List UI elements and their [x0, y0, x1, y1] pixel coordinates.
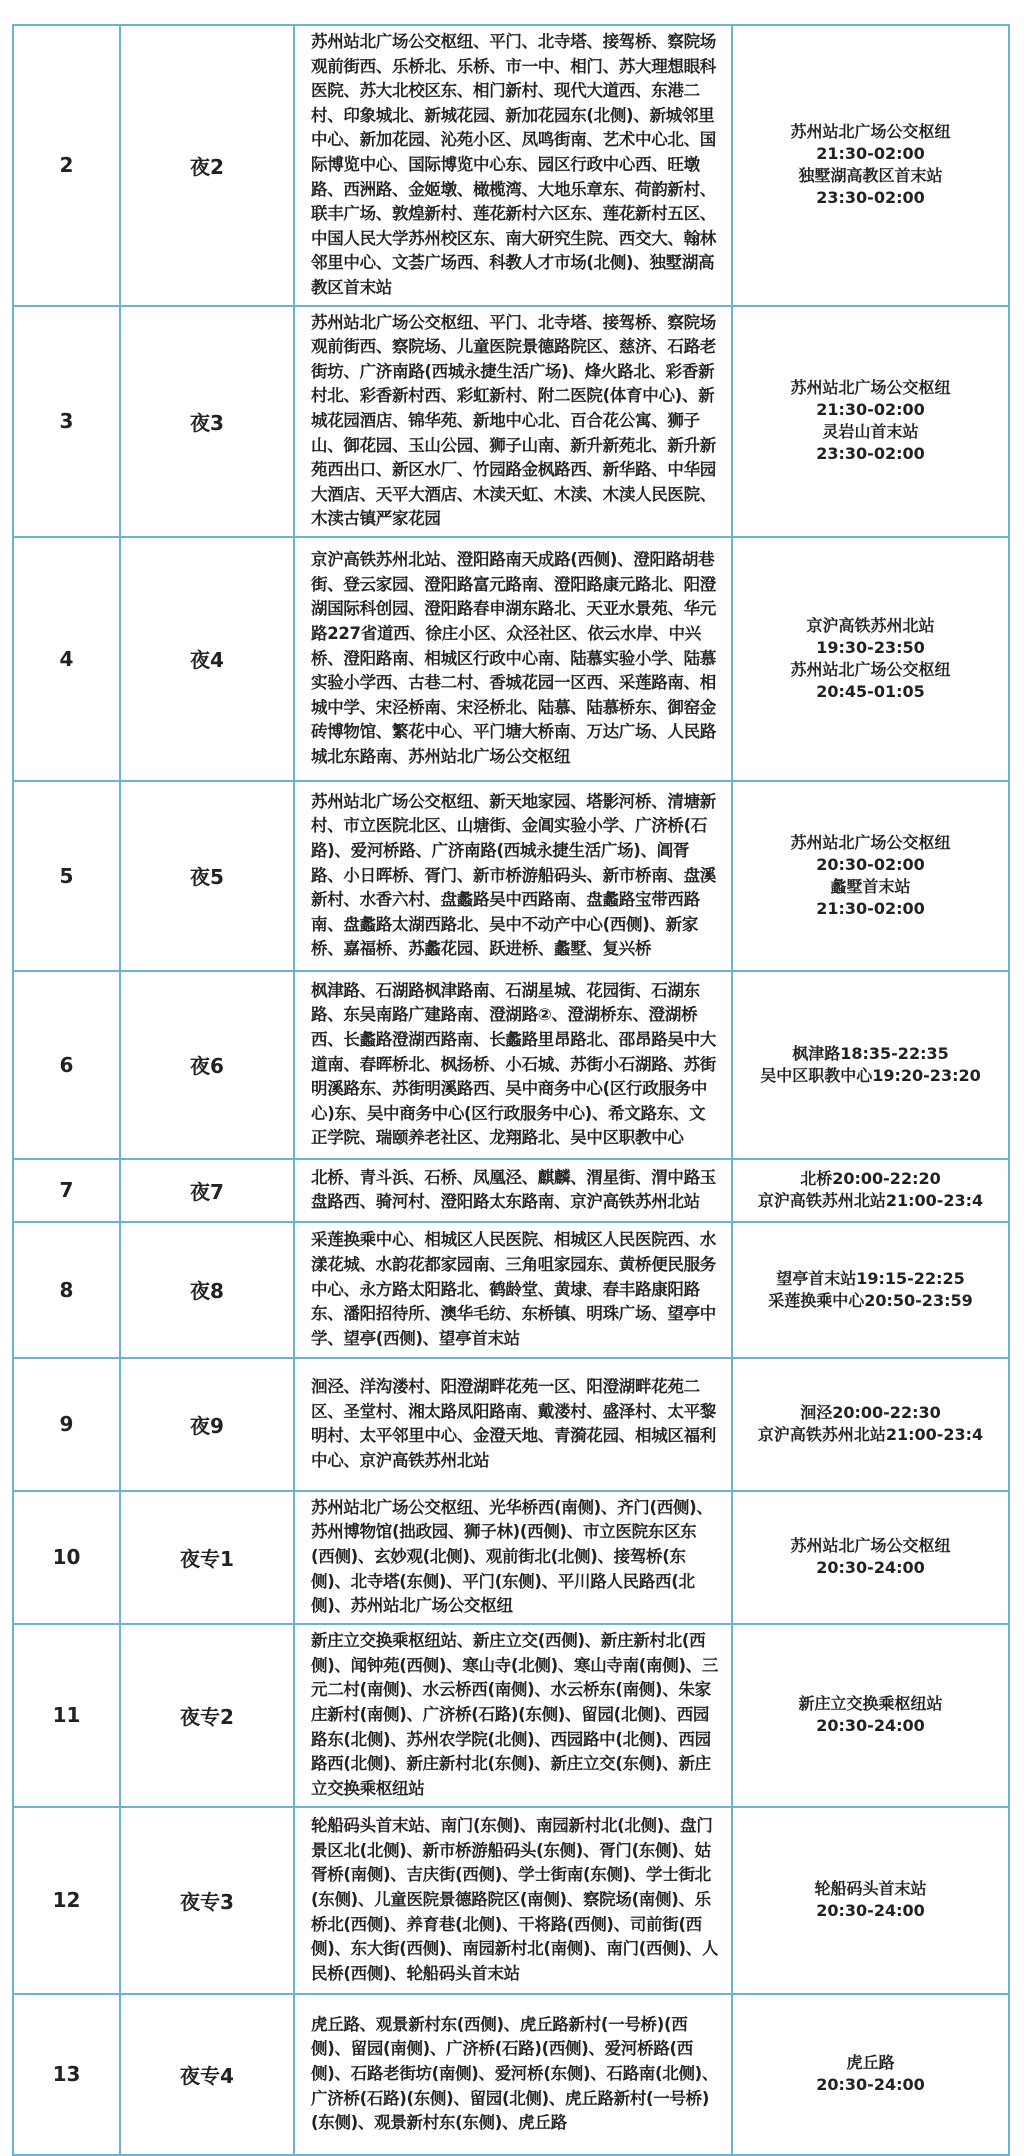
- time-line: 苏州站北广场公交枢纽: [790, 378, 951, 398]
- time-line: 20:45-01:05: [816, 681, 925, 701]
- row-number: 8: [13, 1222, 120, 1358]
- route-stops: 北桥、青斗浜、石桥、凤凰泾、麒麟、渭星街、渭中路玉盘路西、骑河村、澄阳路太东路南、京沪高铁苏州北站: [294, 1159, 732, 1222]
- time-line: 19:30-23:50: [816, 637, 925, 657]
- time-line: 20:30-24:00: [816, 1716, 925, 1736]
- table-row: [13, 1994, 1009, 2155]
- operating-times: [732, 537, 1009, 781]
- route-name: 夜8: [120, 1222, 294, 1358]
- route-stops: 新庄立交换乘枢纽站、新庄立交(西侧)、新庄新村北(西侧)、闻钟苑(西侧)、寒山寺(北侧)、寒山寺南(南侧)、三元二村(南侧)、水云桥西(南侧)、水云桥东(南侧)、朱家庄新村(南侧)、广济桥(石路)(东侧)、留园(北侧)、西园路东(北侧)、苏州农学院(北侧)、西园路中(北侧)、西园路西(北侧)、新庄新村北(东侧)、新庄立交(东侧)、新庄立交换乘枢纽站: [294, 1624, 732, 1807]
- time-line: 洄泾20:00-22:30: [800, 1403, 941, 1423]
- route-table-body: [13, 25, 1009, 2155]
- operating-times: [732, 1491, 1009, 1624]
- table-row: [13, 1491, 1009, 1624]
- table-row: [13, 1807, 1009, 1994]
- time-line: 23:30-02:00: [816, 188, 925, 208]
- time-line: 23:30-02:00: [816, 444, 925, 464]
- table-row: [13, 1358, 1009, 1491]
- time-line: 20:30-24:00: [816, 2075, 925, 2095]
- time-line: 北桥20:00-22:20: [800, 1169, 941, 1189]
- time-line: 蠡墅首末站: [830, 876, 911, 896]
- time-line: 京沪高铁苏州北站21:00-23:4: [757, 1191, 984, 1211]
- time-line: 采莲换乘中心20:50-23:59: [768, 1290, 973, 1310]
- time-line: 21:30-02:00: [816, 144, 925, 164]
- route-stops: 虎丘路、观景新村东(西侧)、虎丘路新村(一号桥)(西侧)、留园(南侧)、广济桥(石路)(西侧)、爱河桥路(西侧)、石路老街坊(南侧)、爱河桥(东侧)、石路南(北侧)、广济桥(石路)(东侧)、留园(北侧)、虎丘路新村(一号桥)(东侧)、观景新村东(东侧)、虎丘路: [294, 1994, 732, 2155]
- operating-times: [732, 1624, 1009, 1807]
- row-number: 5: [13, 781, 120, 971]
- route-stops: 苏州站北广场公交枢纽、光华桥西(南侧)、齐门(西侧)、苏州博物馆(拙政园、狮子林)(西侧)、市立医院东区东(西侧)、玄妙观(北侧)、观前街北(北侧)、接驾桥(东侧)、北寺塔(东侧)、平门(东侧)、平川路人民路西(北侧)、苏州站北广场公交枢纽: [294, 1491, 732, 1624]
- table-row: [13, 25, 1009, 306]
- time-line: 苏州站北广场公交枢纽: [790, 832, 951, 852]
- route-name: 夜2: [120, 25, 294, 306]
- time-line: 京沪高铁苏州北站: [806, 615, 935, 635]
- route-stops: 洄泾、洋沟溇村、阳澄湖畔花苑一区、阳澄湖畔花苑二区、圣堂村、湘太路凤阳路南、戴溇村、盛泽村、太平黎明村、太平邻里中心、金澄天地、青漪花园、相城区福利中心、京沪高铁苏州北站: [294, 1358, 732, 1491]
- operating-times: [732, 781, 1009, 971]
- route-stops: 轮船码头首末站、南门(东侧)、南园新村北(北侧)、盘门景区北(北侧)、新市桥游船码头(东侧)、胥门(东侧)、姑胥桥(南侧)、吉庆街(西侧)、学士街南(东侧)、学士街北(东侧)、儿童医院景德路院区(南侧)、察院场(南侧)、乐桥北(西侧)、养育巷(北侧)、干将路(西侧)、司前街(西侧)、东大街(西侧)、南园新村北(南侧)、南门(西侧)、人民桥(西侧)、轮船码头首末站: [294, 1807, 732, 1994]
- row-number: 11: [13, 1624, 120, 1807]
- time-line: 苏州站北广场公交枢纽: [790, 1536, 951, 1556]
- time-line: 苏州站北广场公交枢纽: [790, 659, 951, 679]
- route-stops: 采莲换乘中心、相城区人民医院、相城区人民医院西、水漾花城、水韵花都家园南、三角咀家园东、黄桥便民服务中心、永方路太阳路北、鹤龄堂、黄埭、春丰路康阳路东、潘阳招待所、澳华毛纺、东桥镇、明珠广场、望亭中学、望亭(西侧)、望亭首末站: [294, 1222, 732, 1358]
- route-stops: 京沪高铁苏州北站、澄阳路南天成路(西侧)、澄阳路胡巷街、登云家园、澄阳路富元路南、澄阳路康元路北、阳澄湖国际科创园、澄阳路春申湖东路北、天亚水景苑、华元路227省道西、徐庄小区、众泾社区、依云水岸、中兴桥、澄阳路南、相城区行政中心南、陆慕实验小学、陆慕实验小学西、古巷二村、香城花园一区西、采莲路南、相城中学、宋泾桥南、宋泾桥北、陆慕、陆慕桥东、御窑金砖博物馆、繁花中心、平门塘大桥南、万达广场、人民路城北东路南、苏州站北广场公交枢纽: [294, 537, 732, 781]
- time-line: 独墅湖高教区首末站: [798, 166, 943, 186]
- table-row: [13, 971, 1009, 1159]
- route-stops: 苏州站北广场公交枢纽、平门、北寺塔、接驾桥、察院场观前街西、乐桥北、乐桥、市一中、相门、苏大理想眼科医院、苏大北校区东、相门新村、现代大道西、东港二村、印象城北、新城花园、新加花园东(北侧)、新城邻里中心、新加花园、沁苑小区、凤鸣街南、艺术中心北、国际博览中心、国际博览中心东、园区行政中心西、旺墩路、西洲路、金姬墩、橄榄湾、大地乐章东、荷韵新村、联丰广场、敦煌新村、莲花新村六区东、莲花新村五区、中国人民大学苏州校区东、南大研究生院、西交大、翰林邻里中心、文荟广场西、科教人才市场(北侧)、独墅湖高教区首末站: [294, 25, 732, 306]
- operating-times: [732, 1994, 1009, 2155]
- table-row: [13, 1222, 1009, 1358]
- operating-times: [732, 1807, 1009, 1994]
- route-name: 夜专3: [120, 1807, 294, 1994]
- row-number: 6: [13, 971, 120, 1159]
- table-row: [13, 781, 1009, 971]
- row-number: 7: [13, 1159, 120, 1222]
- route-name: 夜5: [120, 781, 294, 971]
- route-name: 夜9: [120, 1358, 294, 1491]
- route-stops: 苏州站北广场公交枢纽、平门、北寺塔、接驾桥、察院场观前街西、察院场、儿童医院景德路院区、慈济、石路老街坊、广济南路(西城永捷生活广场)、烽火路北、彩香新村北、彩香新村西、彩虹新村、附二医院(体育中心)、新城花园酒店、锦华苑、新地中心北、百合花公寓、狮子山、御花园、玉山公园、狮子山南、新升新苑北、新升新苑西出口、新区水厂、竹园路金枫路西、新华路、中华园大酒店、天平大酒店、木渎天虹、木渎、木渎人民医院、木渎古镇严家花园: [294, 306, 732, 537]
- row-number: 2: [13, 25, 120, 306]
- operating-times: [732, 1159, 1009, 1222]
- route-name: 夜3: [120, 306, 294, 537]
- table-row: [13, 1159, 1009, 1222]
- route-name: 夜专2: [120, 1624, 294, 1807]
- time-line: 21:30-02:00: [816, 400, 925, 420]
- time-line: 枫津路18:35-22:35: [792, 1043, 949, 1063]
- route-stops: 枫津路、石湖路枫津路南、石湖星城、花园街、石湖东路、东吴南路广建路南、澄湖路②、澄湖桥东、澄湖桥西、长蠡路澄湖西路南、长蠡路里昂路北、邵昂路吴中大道南、春晖桥北、枫扬桥、小石城、苏街小石湖路、苏街明溪路东、苏街明溪路西、吴中商务中心(区行政服务中心)东、吴中商务中心(区行政服务中心)、希文路东、文正学院、瑞颐养老社区、龙翔路北、吴中区职教中心: [294, 971, 732, 1159]
- table-row: [13, 306, 1009, 537]
- time-line: 20:30-24:00: [816, 1901, 925, 1921]
- operating-times: [732, 306, 1009, 537]
- time-line: 望亭首末站19:15-22:25: [776, 1268, 965, 1288]
- row-number: 10: [13, 1491, 120, 1624]
- route-name: 夜专1: [120, 1491, 294, 1624]
- time-line: 灵岩山首末站: [822, 422, 919, 442]
- table-row: [13, 537, 1009, 781]
- time-line: 21:30-02:00: [816, 898, 925, 918]
- operating-times: [732, 971, 1009, 1159]
- route-name: 夜6: [120, 971, 294, 1159]
- table-row: [13, 1624, 1009, 1807]
- route-name: 夜专4: [120, 1994, 294, 2155]
- row-number: 12: [13, 1807, 120, 1994]
- row-number: 9: [13, 1358, 120, 1491]
- route-stops: 苏州站北广场公交枢纽、新天地家园、塔影河桥、清塘新村、市立医院北区、山塘街、金阊实验小学、广济桥(石路)、爱河桥路、广济南路(西城永捷生活广场)、阊胥路、小日晖桥、胥门、新市桥游船码头、新市桥南、盘溪新村、水香六村、盘蠡路吴中西路南、盘蠡路宝带西路南、盘蠡路太湖西路北、吴中不动产中心(西侧)、新家桥、嘉福桥、苏蠡花园、跃进桥、蠡墅、复兴桥: [294, 781, 732, 971]
- operating-times: [732, 25, 1009, 306]
- time-line: 20:30-24:00: [816, 1558, 925, 1578]
- time-line: 轮船码头首末站: [814, 1879, 927, 1899]
- operating-times: [732, 1222, 1009, 1358]
- time-line: 吴中区职教中心19:20-23:20: [760, 1065, 981, 1085]
- route-name: 夜4: [120, 537, 294, 781]
- row-number: 13: [13, 1994, 120, 2155]
- route-name: 夜7: [120, 1159, 294, 1222]
- row-number: 4: [13, 537, 120, 781]
- night-bus-route-table: [12, 24, 1010, 2156]
- time-line: 苏州站北广场公交枢纽: [790, 122, 951, 142]
- time-line: 20:30-02:00: [816, 854, 925, 874]
- operating-times: [732, 1358, 1009, 1491]
- row-number: 3: [13, 306, 120, 537]
- time-line: 京沪高铁苏州北站21:00-23:4: [757, 1425, 984, 1445]
- time-line: 新庄立交换乘枢纽站: [798, 1694, 943, 1714]
- time-line: 虎丘路: [846, 2053, 895, 2073]
